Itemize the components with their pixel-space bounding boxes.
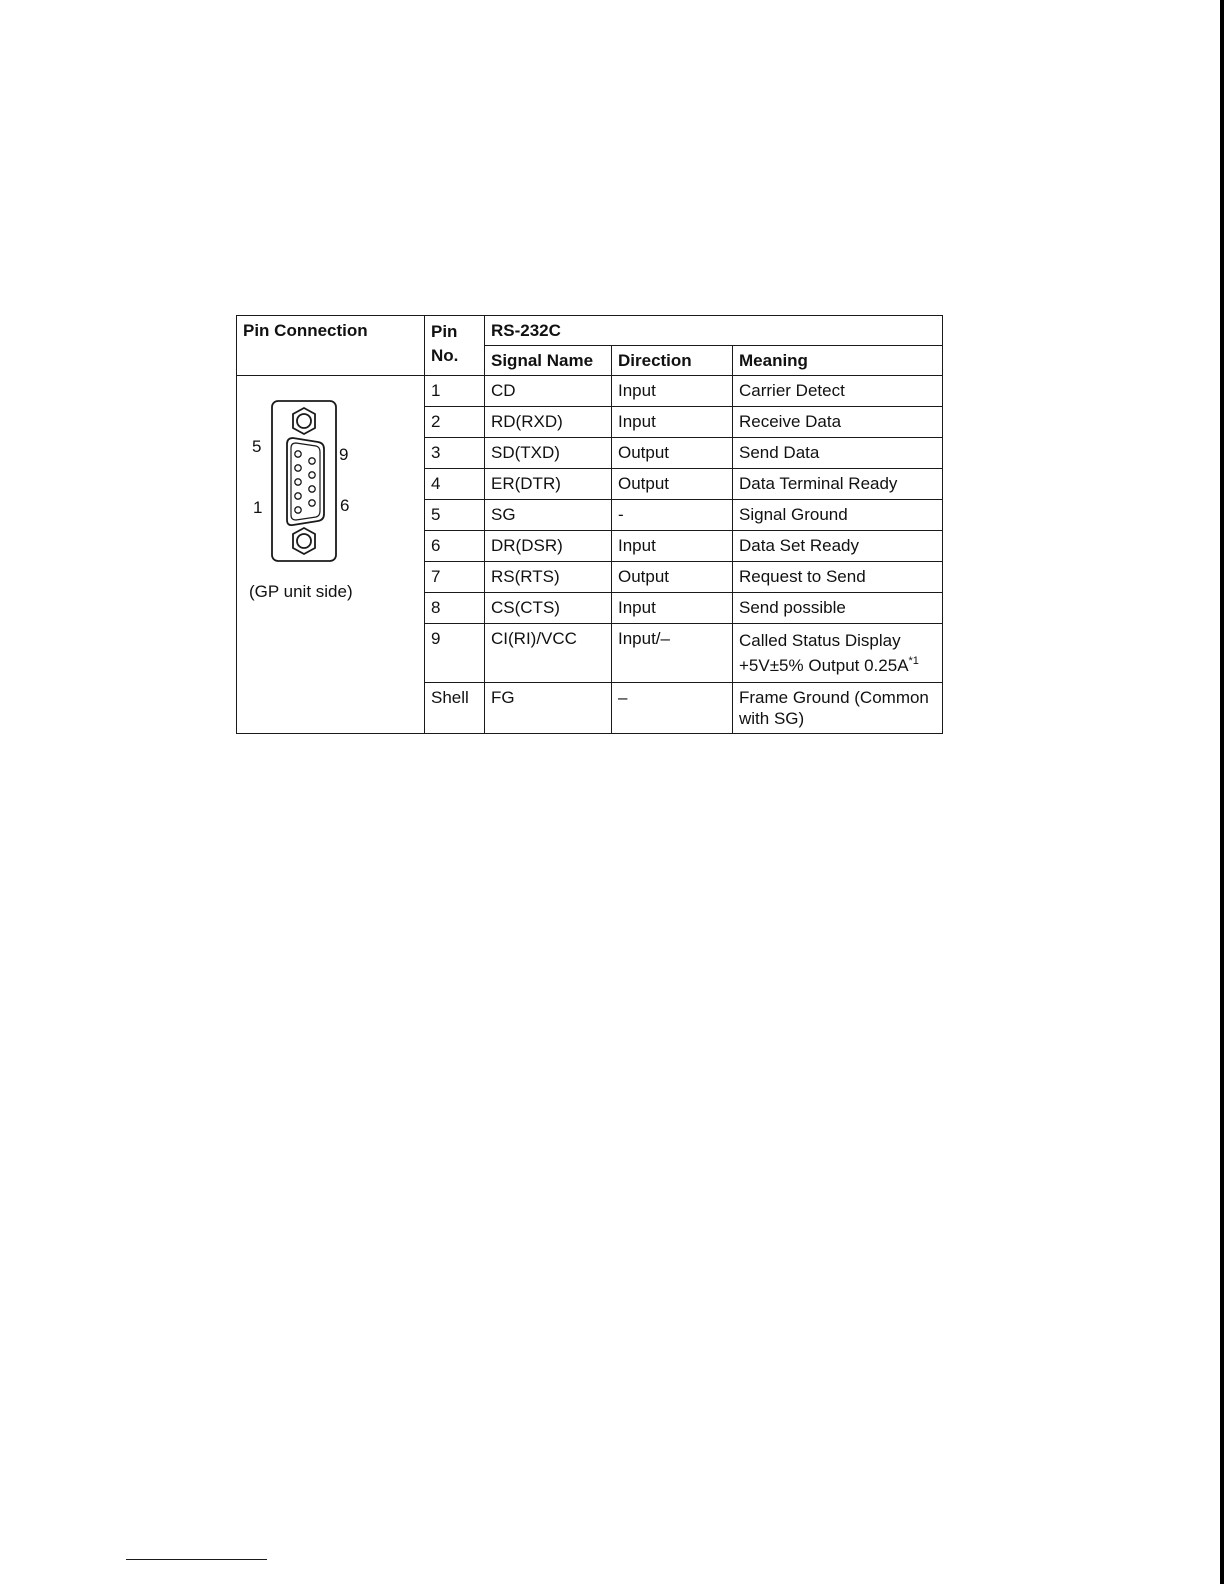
direction: Input — [612, 531, 733, 562]
pin-assignment-table — [236, 315, 943, 734]
connector-pin-label-1: 1 — [253, 498, 263, 517]
header-signal-name: Signal Name — [485, 346, 612, 376]
signal-name: ER(DTR) — [485, 469, 612, 500]
meaning: Carrier Detect — [733, 376, 943, 407]
pin-number: 8 — [425, 593, 485, 624]
pin-number: 9 — [425, 624, 485, 683]
pin-number: 3 — [425, 438, 485, 469]
connector-pin-label-6: 6 — [340, 496, 350, 515]
direction: Input/– — [612, 624, 733, 683]
signal-name: FG — [485, 683, 612, 734]
direction: Output — [612, 562, 733, 593]
header-pin-no-text: Pin No. — [431, 322, 459, 365]
signal-name: SG — [485, 500, 612, 531]
header-pin-connection: Pin Connection — [237, 316, 425, 376]
meaning-line-1: Called Status Display — [739, 631, 901, 650]
pin-number: 5 — [425, 500, 485, 531]
meaning — [733, 624, 943, 683]
meaning: Receive Data — [733, 407, 943, 438]
connector-caption: (GP unit side) — [249, 582, 353, 601]
meaning-line-2: +5V±5% Output 0.25A — [739, 656, 909, 675]
direction: - — [612, 500, 733, 531]
pin-number: 6 — [425, 531, 485, 562]
signal-name: CS(CTS) — [485, 593, 612, 624]
pin-number: Shell — [425, 683, 485, 734]
direction: Input — [612, 593, 733, 624]
meaning: Signal Ground — [733, 500, 943, 531]
direction: Input — [612, 376, 733, 407]
signal-name: RD(RXD) — [485, 407, 612, 438]
header-rs232c: RS-232C — [485, 316, 943, 346]
page-edge-bar — [1220, 0, 1224, 1584]
direction: Output — [612, 469, 733, 500]
meaning: Send possible — [733, 593, 943, 624]
db9-connector-icon — [265, 398, 349, 564]
footnote-marker: *1 — [908, 655, 919, 667]
signal-name: SD(TXD) — [485, 438, 612, 469]
connector-pin-label-5: 5 — [252, 437, 262, 456]
direction: Input — [612, 407, 733, 438]
pin-number: 7 — [425, 562, 485, 593]
table-row — [237, 376, 943, 407]
connector-figure — [237, 376, 424, 616]
meaning: Frame Ground (Common with SG) — [733, 683, 943, 734]
meaning: Data Set Ready — [733, 531, 943, 562]
footnote-separator — [126, 1559, 267, 1560]
direction: – — [612, 683, 733, 734]
header-meaning: Meaning — [733, 346, 943, 376]
connector-pin-label-9: 9 — [339, 445, 349, 464]
meaning: Send Data — [733, 438, 943, 469]
meaning: Data Terminal Ready — [733, 469, 943, 500]
signal-name: RS(RTS) — [485, 562, 612, 593]
pin-number: 4 — [425, 469, 485, 500]
direction: Output — [612, 438, 733, 469]
pin-number: 1 — [425, 376, 485, 407]
pin-connection-cell — [237, 376, 425, 734]
pin-number: 2 — [425, 407, 485, 438]
signal-name: DR(DSR) — [485, 531, 612, 562]
header-pin-no — [425, 316, 485, 376]
header-direction: Direction — [612, 346, 733, 376]
signal-name: CI(RI)/VCC — [485, 624, 612, 683]
header-row-1 — [237, 316, 943, 346]
signal-name: CD — [485, 376, 612, 407]
meaning: Request to Send — [733, 562, 943, 593]
